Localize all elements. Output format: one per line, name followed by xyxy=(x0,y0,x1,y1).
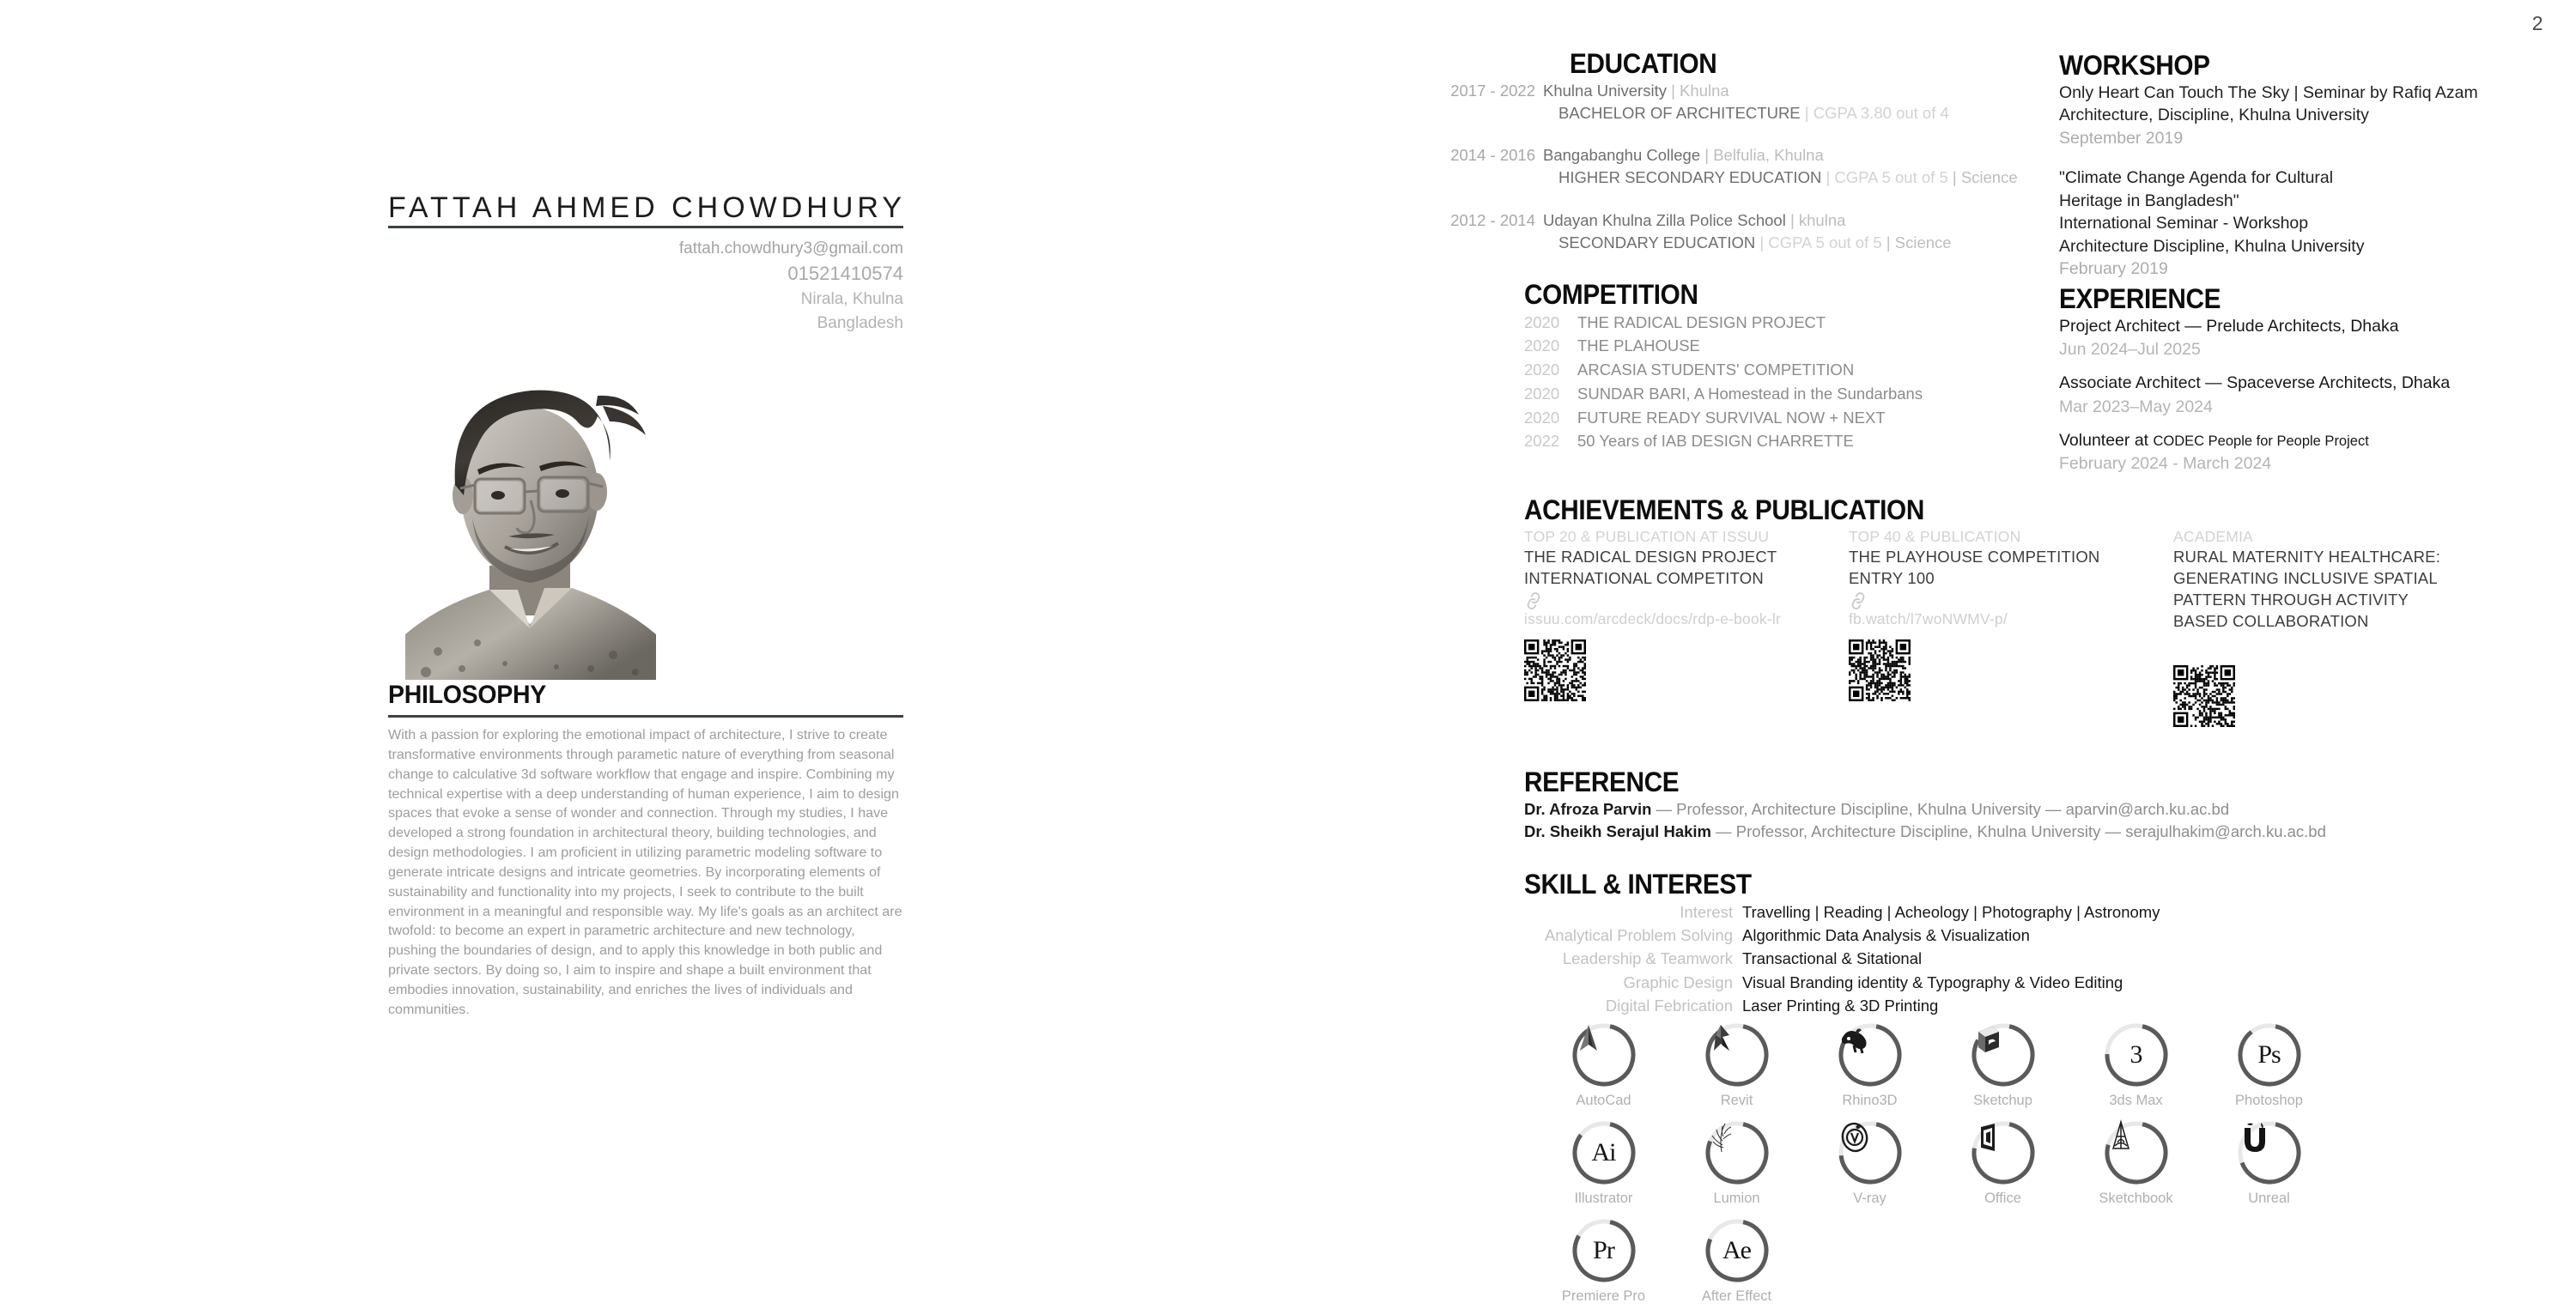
autocad-icon xyxy=(1571,1021,1637,1088)
experience-title: Associate Architect — Spaceverse Architects, Dhaka xyxy=(2059,373,2451,393)
reference-name: Dr. Afroza Parvin xyxy=(1524,799,1652,818)
skill-value: Visual Branding identity & Typography & Video Editing xyxy=(1742,973,2123,991)
3dsmax-icon: 3 xyxy=(2129,1040,2142,1069)
software-progress-ring xyxy=(1571,1021,1637,1088)
software-item xyxy=(2202,1119,2336,1207)
software-progress-ring xyxy=(1571,1217,1637,1284)
competition-year: 2020 xyxy=(1524,384,1560,403)
skill-row xyxy=(1524,924,2494,947)
software-progress-ring xyxy=(1571,1119,1637,1186)
name-divider xyxy=(388,226,903,228)
education-years: 2012 - 2014 xyxy=(1450,210,1535,229)
aftereffect-icon: Ae xyxy=(1722,1236,1751,1264)
software-item xyxy=(1537,1021,1670,1109)
workshop-line: International Seminar - Workshop xyxy=(2059,214,2309,233)
education-degree: HIGHER SECONDARY EDUCATION | CGPA 5 out of 5 | Science xyxy=(1558,168,2018,187)
skill-row xyxy=(1524,900,2494,924)
skill-value: Laser Printing & 3D Printing xyxy=(1742,997,1939,1015)
workshop-item xyxy=(2059,82,2574,150)
education-years: 2014 - 2016 xyxy=(1450,146,1535,165)
experience-item xyxy=(2059,429,2574,476)
achievement-title-line: BASED COLLABORATION xyxy=(2173,612,2369,631)
software-progress-ring xyxy=(1704,1217,1771,1284)
competition-name: THE PLAHOUSE xyxy=(1577,336,1700,355)
achievement-title-line: RURAL MATERNITY HEALTHCARE: xyxy=(2173,548,2441,567)
address-line-1: Nirala, Khulna xyxy=(800,290,903,309)
email-text: fattah.chowdhury3@gmail.com xyxy=(678,239,903,258)
achievement-url[interactable]: fb.watch/l7woNWMV-p/ xyxy=(1849,610,2008,628)
software-item xyxy=(1670,1021,1803,1109)
competition-item xyxy=(1524,334,2082,358)
competition-heading: COMPETITION xyxy=(1524,279,1698,310)
reference-list xyxy=(1524,798,2494,844)
competition-year: 2022 xyxy=(1524,432,1560,451)
illustrator-icon: Ai xyxy=(1591,1138,1616,1167)
achievement-column xyxy=(1849,526,2173,731)
competition-name: ARCASIA STUDENTS' COMPETITION xyxy=(1577,361,1855,379)
achievement-title-line: PATTERN THROUGH ACTIVITY xyxy=(2173,591,2409,609)
software-label: Illustrator xyxy=(1574,1191,1633,1206)
competition-name: SUNDAR BARI, A Homestead in the Sundarbans xyxy=(1577,384,1923,403)
software-progress-ring xyxy=(1704,1021,1771,1088)
education-degree: SECONDARY EDUCATION | CGPA 5 out of 5 | Science xyxy=(1558,233,1952,251)
skill-value: Algorithmic Data Analysis & Visualization xyxy=(1742,926,2030,944)
page-title: FATTAH AHMED CHOWDHURY xyxy=(388,191,907,224)
reference-heading: REFERENCE xyxy=(1524,767,1680,797)
workshop-line: Architecture Discipline, Khulna University xyxy=(2059,236,2365,256)
workshop-line: Only Heart Can Touch The Sky | Seminar by Rafiq Azam xyxy=(2059,82,2478,102)
skill-label: Interest xyxy=(1680,902,1733,921)
skill-row xyxy=(1524,947,2494,970)
philosophy-divider xyxy=(388,715,903,718)
workshop-line: Heritage in Bangladesh" xyxy=(2059,191,2239,210)
workshop-heading: WORKSHOP xyxy=(2059,50,2210,81)
rhino3d-icon xyxy=(1837,1021,1904,1088)
experience-item xyxy=(2059,315,2574,362)
reference-section xyxy=(1524,768,2494,843)
education-degree: BACHELOR OF ARCHITECTURE | CGPA 3.80 out of 4 xyxy=(1558,103,1949,122)
competition-item xyxy=(1524,382,2082,406)
skill-value: Transactional & Sitational xyxy=(1742,949,1923,968)
experience-date: Mar 2023–May 2024 xyxy=(2059,397,2213,416)
competition-year: 2020 xyxy=(1524,312,1560,331)
software-label: Office xyxy=(1984,1191,2021,1206)
sketchbook-icon xyxy=(2103,1119,2170,1186)
philosophy-heading: PHILOSOPHY xyxy=(388,681,547,709)
philosophy-section xyxy=(388,682,903,1020)
competition-year: 2020 xyxy=(1524,361,1560,379)
skill-label: Leadership & Teamwork xyxy=(1562,949,1733,968)
software-item xyxy=(1803,1119,1936,1207)
experience-date: Jun 2024–Jul 2025 xyxy=(2059,339,2201,359)
education-item xyxy=(1425,209,2044,255)
software-item xyxy=(2069,1119,2202,1207)
reference-item xyxy=(1524,821,2494,843)
skill-value: Travelling | Reading | Acheology | Photography | Astronomy xyxy=(1742,902,2160,921)
competition-year: 2020 xyxy=(1524,408,1560,427)
skills-heading: SKILL & INTEREST xyxy=(1524,869,1752,900)
competition-item xyxy=(1524,358,2082,382)
achievements-columns xyxy=(1524,526,2494,731)
software-item xyxy=(1803,1021,1936,1109)
workshop-line: "Climate Change Agenda for Cultural xyxy=(2059,168,2334,188)
achievements-heading: ACHIEVEMENTS & PUBLICATION xyxy=(1524,494,1924,525)
workshop-item xyxy=(2059,167,2574,281)
software-progress-ring xyxy=(1970,1119,2037,1186)
workshop-date: September 2019 xyxy=(2059,128,2184,148)
software-label: Premiere Pro xyxy=(1561,1288,1646,1304)
experience-item xyxy=(2059,372,2574,419)
competition-item xyxy=(1524,429,2082,453)
experience-heading: EXPERIENCE xyxy=(2059,283,2221,314)
education-institution: Bangabanghu College | Belfulia, Khulna xyxy=(1543,146,1824,165)
achievement-title-line: THE PLAYHOUSE COMPETITION xyxy=(1849,548,2100,567)
phone-text: 01521410574 xyxy=(787,263,903,285)
revit-icon xyxy=(1704,1021,1771,1088)
achievements-section xyxy=(1524,496,2494,731)
office-icon xyxy=(1970,1119,2037,1186)
software-item xyxy=(1537,1217,1670,1305)
achievement-url[interactable]: issuu.com/arcdeck/docs/rdp-e-book-lr xyxy=(1524,610,1781,628)
skill-row xyxy=(1524,994,2494,1017)
experience-title: Project Architect — Prelude Architects, Dhaka xyxy=(2059,316,2399,336)
software-item xyxy=(1936,1119,2069,1207)
competition-name: THE RADICAL DESIGN PROJECT xyxy=(1577,312,1826,331)
software-label: Rhino3D xyxy=(1842,1093,1898,1108)
achievement-column xyxy=(2173,526,2498,731)
software-grid xyxy=(1537,1021,2447,1315)
achievement-title-line: GENERATING INCLUSIVE SPATIAL xyxy=(2173,569,2438,588)
software-label: Lumion xyxy=(1713,1191,1760,1206)
software-label: Sketchbook xyxy=(2099,1191,2173,1206)
reference-detail: — Professor, Architecture Discipline, Khulna University — serajulhakim@arch.ku.ac.bd xyxy=(1710,821,2326,840)
achievement-title-line: ENTRY 100 xyxy=(1849,569,1935,588)
competition-item xyxy=(1524,406,2082,430)
page-number: 2 xyxy=(2531,12,2543,34)
software-label: After Effect xyxy=(1701,1288,1772,1304)
workshop-section xyxy=(2059,52,2574,298)
education-years: 2017 - 2022 xyxy=(1450,81,1535,100)
education-item xyxy=(1425,144,2044,190)
profile-header xyxy=(388,191,907,335)
skill-label: Graphic Design xyxy=(1623,973,1733,991)
achievement-title-line: THE RADICAL DESIGN PROJECT xyxy=(1524,548,1777,567)
software-label: V-ray xyxy=(1853,1191,1886,1206)
lumion-icon xyxy=(1704,1119,1771,1186)
software-progress-ring xyxy=(2103,1021,2170,1088)
sketchup-icon xyxy=(1970,1021,2037,1088)
achievement-column xyxy=(1524,526,1849,731)
competition-section xyxy=(1524,281,2082,453)
education-section xyxy=(1425,50,2044,254)
experience-section xyxy=(2059,285,2574,486)
workshop-date: February 2019 xyxy=(2059,259,2168,279)
competition-name: 50 Years of IAB DESIGN CHARRETTE xyxy=(1577,432,1854,451)
software-item xyxy=(1670,1217,1803,1305)
software-item xyxy=(2202,1021,2336,1109)
education-list xyxy=(1425,80,2044,255)
premierepro-icon: Pr xyxy=(1593,1236,1614,1264)
software-progress-ring xyxy=(2236,1021,2303,1088)
software-progress-ring xyxy=(2236,1119,2303,1186)
link-icon[interactable] xyxy=(1524,592,1849,609)
photoshop-icon: Ps xyxy=(2257,1040,2281,1069)
address-line-2: Bangladesh xyxy=(817,313,903,332)
workshop-list xyxy=(2059,82,2574,281)
software-item xyxy=(2069,1021,2202,1109)
reference-detail: — Professor, Architecture Discipline, Khulna University — aparvin@arch.ku.ac.bd xyxy=(1651,799,2230,818)
skill-label: Digital Febrication xyxy=(1605,997,1733,1015)
software-label: AutoCad xyxy=(1576,1093,1631,1108)
competition-item xyxy=(1524,311,2082,335)
philosophy-body: With a passion for exploring the emotional impact of architecture, I strive to create transformative environments through parametic nature of everything from seasonal change to calculative 3d software workflow that engage and inspire. Combining my technical expertise with a deep understanding of human experience, I aim to design spaces that evoke a sense of wonder and connection. Through my studies, I have developed a strong foundation in architectural theory, building technologies, and design methodologies. I am proficient in utilizing parametric modeling software to generate intricate designs and intricate geometries. By incorporating elements of sustainability and functionality into my projects, I seek to contribute to the built environment in a meaningful and responsible way. My life's goals as an architect are twofold: to become an expert in parametric architecture and new technology, pushing the boundaries of design, and to apply this knowledge in both public and private sectors. By doing so, I aim to inspire and shape a built environment that embodies innovation, sustainability, and enriches the lives of individuals and communities. xyxy=(388,727,902,1017)
education-institution: Khulna University | Khulna xyxy=(1543,81,1729,100)
link-icon[interactable] xyxy=(1849,592,2173,609)
education-heading: EDUCATION xyxy=(1570,48,1717,79)
profile-photo xyxy=(388,332,671,680)
qr-code[interactable] xyxy=(2173,665,2498,731)
software-label: Sketchup xyxy=(1973,1093,2032,1108)
software-progress-ring xyxy=(2103,1119,2170,1186)
software-label: Unreal xyxy=(2248,1191,2290,1206)
experience-title: Volunteer at CODEC People for People Project xyxy=(2059,430,2369,450)
contact-block xyxy=(388,237,903,336)
reference-item xyxy=(1524,798,2494,821)
achievement-tag: ACADEMIA xyxy=(2173,527,2254,545)
education-item xyxy=(1425,80,2044,125)
vray-icon xyxy=(1837,1119,1904,1186)
skills-list xyxy=(1524,900,2494,1018)
workshop-line: Architecture, Discipline, Khulna University xyxy=(2059,106,2369,125)
software-item xyxy=(1936,1021,2069,1109)
software-label: Photoshop xyxy=(2235,1093,2303,1108)
software-label: Revit xyxy=(1720,1093,1753,1108)
unreal-icon xyxy=(2236,1119,2303,1186)
competition-name: FUTURE READY SURVIVAL NOW + NEXT xyxy=(1577,408,1886,427)
competition-year: 2020 xyxy=(1524,336,1560,355)
skill-label: Analytical Problem Solving xyxy=(1544,926,1733,944)
competition-list xyxy=(1524,311,2082,454)
qr-code[interactable] xyxy=(1524,639,1849,706)
software-item xyxy=(1670,1119,1803,1207)
qr-code[interactable] xyxy=(1849,639,2173,706)
software-progress-ring xyxy=(1837,1119,1904,1186)
reference-name: Dr. Sheikh Serajul Hakim xyxy=(1524,821,1711,840)
software-skills-section xyxy=(1537,1021,2447,1315)
achievement-tag: TOP 20 & PUBLICATION AT ISSUU xyxy=(1524,527,1770,545)
software-label: 3ds Max xyxy=(2109,1093,2163,1108)
skills-section xyxy=(1524,870,2494,1018)
software-progress-ring xyxy=(1837,1021,1904,1088)
software-progress-ring xyxy=(1970,1021,2037,1088)
skill-row xyxy=(1524,971,2494,994)
achievement-tag: TOP 40 & PUBLICATION xyxy=(1849,527,2021,545)
achievement-title-line: INTERNATIONAL COMPETITON xyxy=(1524,569,1764,588)
education-institution: Udayan Khulna Zilla Police School | khulna xyxy=(1543,210,1846,229)
software-item xyxy=(1537,1119,1670,1207)
experience-date: February 2024 - March 2024 xyxy=(2059,454,2272,474)
experience-list xyxy=(2059,315,2574,476)
software-progress-ring xyxy=(1704,1119,1771,1186)
